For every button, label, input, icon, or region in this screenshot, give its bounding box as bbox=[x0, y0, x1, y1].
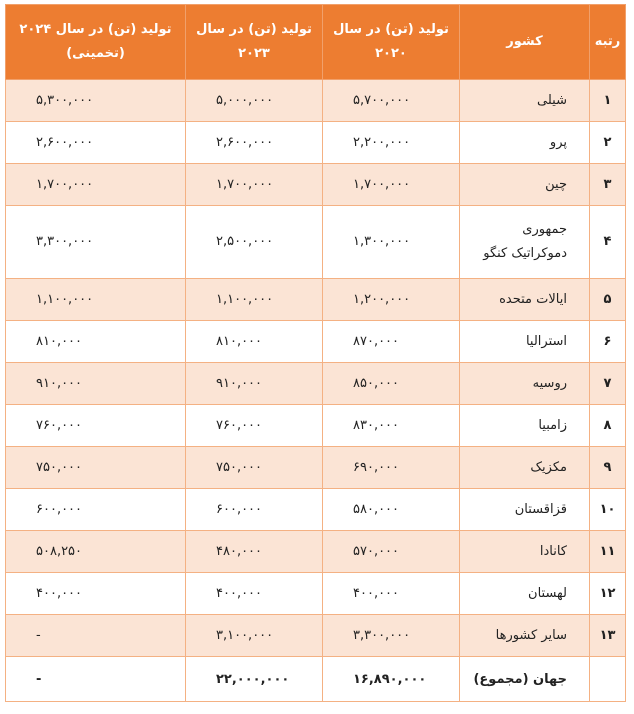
production-2020-cell: ۲,۲۰۰,۰۰۰ bbox=[323, 122, 460, 164]
production-2020-cell: ۵,۷۰۰,۰۰۰ bbox=[323, 80, 460, 122]
production-2024-cell: ۵,۳۰۰,۰۰۰ bbox=[6, 80, 186, 122]
table-row bbox=[6, 206, 626, 279]
country-cell: روسیه bbox=[460, 363, 590, 405]
country-cell: جمهوری دموکراتیک کنگو bbox=[460, 206, 590, 279]
rank-cell: ۱ bbox=[590, 80, 626, 122]
table-row bbox=[6, 405, 626, 447]
rank-cell: ۱۰ bbox=[590, 489, 626, 531]
rank-cell: ۱۱ bbox=[590, 531, 626, 573]
total-production-2024-cell: - bbox=[6, 657, 186, 702]
table-row bbox=[6, 321, 626, 363]
production-2023-cell: ۴۰۰,۰۰۰ bbox=[186, 573, 323, 615]
production-2023-cell: ۶۰۰,۰۰۰ bbox=[186, 489, 323, 531]
country-cell: زامبیا bbox=[460, 405, 590, 447]
table-row bbox=[6, 122, 626, 164]
production-2023-cell: ۲,۶۰۰,۰۰۰ bbox=[186, 122, 323, 164]
country-cell: قزاقستان bbox=[460, 489, 590, 531]
production-2023-cell: ۹۱۰,۰۰۰ bbox=[186, 363, 323, 405]
production-2020-cell: ۸۳۰,۰۰۰ bbox=[323, 405, 460, 447]
table-body bbox=[6, 80, 626, 702]
header-2020: تولید (تن) در سال ۲۰۲۰ bbox=[323, 5, 460, 80]
rank-cell: ۵ bbox=[590, 279, 626, 321]
table-row bbox=[6, 573, 626, 615]
production-2024-cell: ۸۱۰,۰۰۰ bbox=[6, 321, 186, 363]
production-2020-cell: ۱,۳۰۰,۰۰۰ bbox=[323, 206, 460, 279]
production-2023-cell: ۷۶۰,۰۰۰ bbox=[186, 405, 323, 447]
production-2020-cell: ۳,۳۰۰,۰۰۰ bbox=[323, 615, 460, 657]
production-2023-cell: ۷۵۰,۰۰۰ bbox=[186, 447, 323, 489]
production-2023-cell: ۳,۱۰۰,۰۰۰ bbox=[186, 615, 323, 657]
country-cell: لهستان bbox=[460, 573, 590, 615]
country-cell: چین bbox=[460, 164, 590, 206]
country-cell: استرالیا bbox=[460, 321, 590, 363]
header-2023: تولید (تن) در سال ۲۰۲۳ bbox=[186, 5, 323, 80]
production-2024-cell: - bbox=[6, 615, 186, 657]
production-2024-cell: ۶۰۰,۰۰۰ bbox=[6, 489, 186, 531]
table-row bbox=[6, 615, 626, 657]
country-cell: سایر کشورها bbox=[460, 615, 590, 657]
header-rank: رتبه bbox=[590, 5, 626, 80]
production-2020-cell: ۴۰۰,۰۰۰ bbox=[323, 573, 460, 615]
production-2023-cell: ۱,۷۰۰,۰۰۰ bbox=[186, 164, 323, 206]
production-2020-cell: ۱,۷۰۰,۰۰۰ bbox=[323, 164, 460, 206]
country-cell: مکزیک bbox=[460, 447, 590, 489]
production-2020-cell: ۵۷۰,۰۰۰ bbox=[323, 531, 460, 573]
country-cell: کانادا bbox=[460, 531, 590, 573]
production-2020-cell: ۸۵۰,۰۰۰ bbox=[323, 363, 460, 405]
total-row bbox=[6, 657, 626, 702]
total-production-2020-cell: ۱۶,۸۹۰,۰۰۰ bbox=[323, 657, 460, 702]
production-2024-cell: ۷۶۰,۰۰۰ bbox=[6, 405, 186, 447]
table-row bbox=[6, 80, 626, 122]
production-2023-cell: ۸۱۰,۰۰۰ bbox=[186, 321, 323, 363]
table-row bbox=[6, 279, 626, 321]
production-2024-cell: ۱,۷۰۰,۰۰۰ bbox=[6, 164, 186, 206]
table-header bbox=[6, 5, 626, 80]
production-2024-cell: ۲,۶۰۰,۰۰۰ bbox=[6, 122, 186, 164]
production-2024-cell: ۵۰۸,۲۵۰ bbox=[6, 531, 186, 573]
production-2020-cell: ۶۹۰,۰۰۰ bbox=[323, 447, 460, 489]
country-cell: شیلی bbox=[460, 80, 590, 122]
total-country-cell: جهان (مجموع) bbox=[460, 657, 590, 702]
production-2024-cell: ۳,۳۰۰,۰۰۰ bbox=[6, 206, 186, 279]
table-row bbox=[6, 164, 626, 206]
production-2020-cell: ۵۸۰,۰۰۰ bbox=[323, 489, 460, 531]
production-2023-cell: ۲,۵۰۰,۰۰۰ bbox=[186, 206, 323, 279]
total-production-2023-cell: ۲۲,۰۰۰,۰۰۰ bbox=[186, 657, 323, 702]
rank-cell: ۱۲ bbox=[590, 573, 626, 615]
country-cell: پرو bbox=[460, 122, 590, 164]
rank-cell: ۷ bbox=[590, 363, 626, 405]
table-row bbox=[6, 489, 626, 531]
production-2020-cell: ۱,۲۰۰,۰۰۰ bbox=[323, 279, 460, 321]
production-2023-cell: ۴۸۰,۰۰۰ bbox=[186, 531, 323, 573]
production-2023-cell: ۵,۰۰۰,۰۰۰ bbox=[186, 80, 323, 122]
production-2024-cell: ۱,۱۰۰,۰۰۰ bbox=[6, 279, 186, 321]
header-row bbox=[6, 5, 626, 80]
table-row bbox=[6, 531, 626, 573]
rank-cell: ۱۳ bbox=[590, 615, 626, 657]
table-row bbox=[6, 447, 626, 489]
production-2024-cell: ۷۵۰,۰۰۰ bbox=[6, 447, 186, 489]
production-2024-cell: ۹۱۰,۰۰۰ bbox=[6, 363, 186, 405]
production-2020-cell: ۸۷۰,۰۰۰ bbox=[323, 321, 460, 363]
rank-cell: ۸ bbox=[590, 405, 626, 447]
production-2024-cell: ۴۰۰,۰۰۰ bbox=[6, 573, 186, 615]
rank-cell: ۶ bbox=[590, 321, 626, 363]
header-country: کشور bbox=[460, 5, 590, 80]
rank-cell: ۴ bbox=[590, 206, 626, 279]
rank-cell: ۳ bbox=[590, 164, 626, 206]
country-cell: ایالات متحده bbox=[460, 279, 590, 321]
production-2023-cell: ۱,۱۰۰,۰۰۰ bbox=[186, 279, 323, 321]
rank-cell: ۹ bbox=[590, 447, 626, 489]
rank-cell: ۲ bbox=[590, 122, 626, 164]
total-rank-cell bbox=[590, 657, 626, 702]
copper-production-table bbox=[5, 4, 626, 702]
header-2024: تولید (تن) در سال ۲۰۲۴ (تخمینی) bbox=[6, 5, 186, 80]
table-row bbox=[6, 363, 626, 405]
